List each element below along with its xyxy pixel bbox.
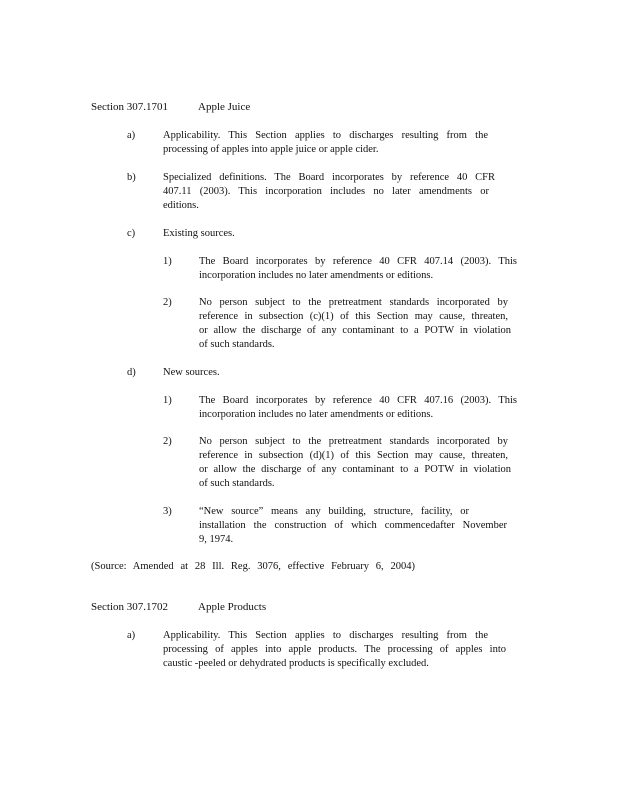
subsection-label: a) bbox=[127, 630, 136, 641]
paragraph-line: 9, 1974. bbox=[199, 534, 234, 545]
subsection-label: d) bbox=[127, 367, 136, 378]
paragraph-line: The Board incorporates by reference 40 CFR 407.14 (2003). This bbox=[199, 256, 517, 267]
paragraph-line: No person subject to the pretreatment standards incorporated by bbox=[199, 436, 508, 447]
paragraph-line: reference in subsection (c)(1) of this Section may cause, threaten, bbox=[199, 311, 508, 322]
paragraph-line: of such standards. bbox=[199, 478, 275, 489]
paragraph-line: of such standards. bbox=[199, 339, 275, 350]
paragraph-line: caustic -peeled or dehydrated products is specifically excluded. bbox=[163, 658, 429, 669]
section-title: Apple Products bbox=[198, 601, 267, 613]
paragraph-line: The Board incorporates by reference 40 CFR 407.16 (2003). This bbox=[199, 395, 517, 406]
item-label: 2) bbox=[163, 436, 172, 447]
paragraph-line: editions. bbox=[163, 200, 199, 211]
section-number: Section 307.1702 bbox=[91, 601, 168, 613]
subsection-label: b) bbox=[127, 172, 136, 183]
paragraph-line: processing of apples into apple juice or apple cider. bbox=[163, 144, 379, 155]
paragraph-line: Specialized definitions. The Board incorporates by reference 40 CFR bbox=[163, 172, 495, 183]
paragraph-line: processing of apples into apple products. The processing of apples into bbox=[163, 644, 506, 655]
subsection-heading: Existing sources. bbox=[163, 228, 235, 239]
subsection-label: a) bbox=[127, 130, 136, 141]
source-note: (Source: Amended at 28 Ill. Reg. 3076, effective February 6, 2004) bbox=[91, 561, 415, 572]
section-title: Apple Juice bbox=[198, 101, 251, 113]
paragraph-line: “New source” means any building, structure, facility, or bbox=[199, 506, 469, 517]
item-label: 1) bbox=[163, 256, 172, 267]
subsection-heading: New sources. bbox=[163, 367, 220, 378]
section-number: Section 307.1701 bbox=[91, 101, 168, 113]
paragraph-line: Applicability. This Section applies to discharges resulting from the bbox=[163, 130, 488, 141]
item-label: 1) bbox=[163, 395, 172, 406]
paragraph-line: No person subject to the pretreatment standards incorporated by bbox=[199, 297, 508, 308]
paragraph-line: 407.11 (2003). This incorporation includes no later amendments or bbox=[163, 186, 489, 197]
paragraph-line: Applicability. This Section applies to discharges resulting from the bbox=[163, 630, 488, 641]
item-label: 3) bbox=[163, 506, 172, 517]
paragraph-line: incorporation includes no later amendments or editions. bbox=[199, 409, 434, 420]
paragraph-line: installation the construction of which commencedafter November bbox=[199, 520, 507, 531]
item-label: 2) bbox=[163, 297, 172, 308]
subsection-label: c) bbox=[127, 228, 136, 239]
paragraph-line: reference in subsection (d)(1) of this Section may cause, threaten, bbox=[199, 450, 508, 461]
paragraph-line: or allow the discharge of any contaminant to a POTW in violation bbox=[199, 325, 511, 336]
paragraph-line: incorporation includes no later amendments or editions. bbox=[199, 270, 434, 281]
paragraph-line: or allow the discharge of any contaminant to a POTW in violation bbox=[199, 464, 511, 475]
